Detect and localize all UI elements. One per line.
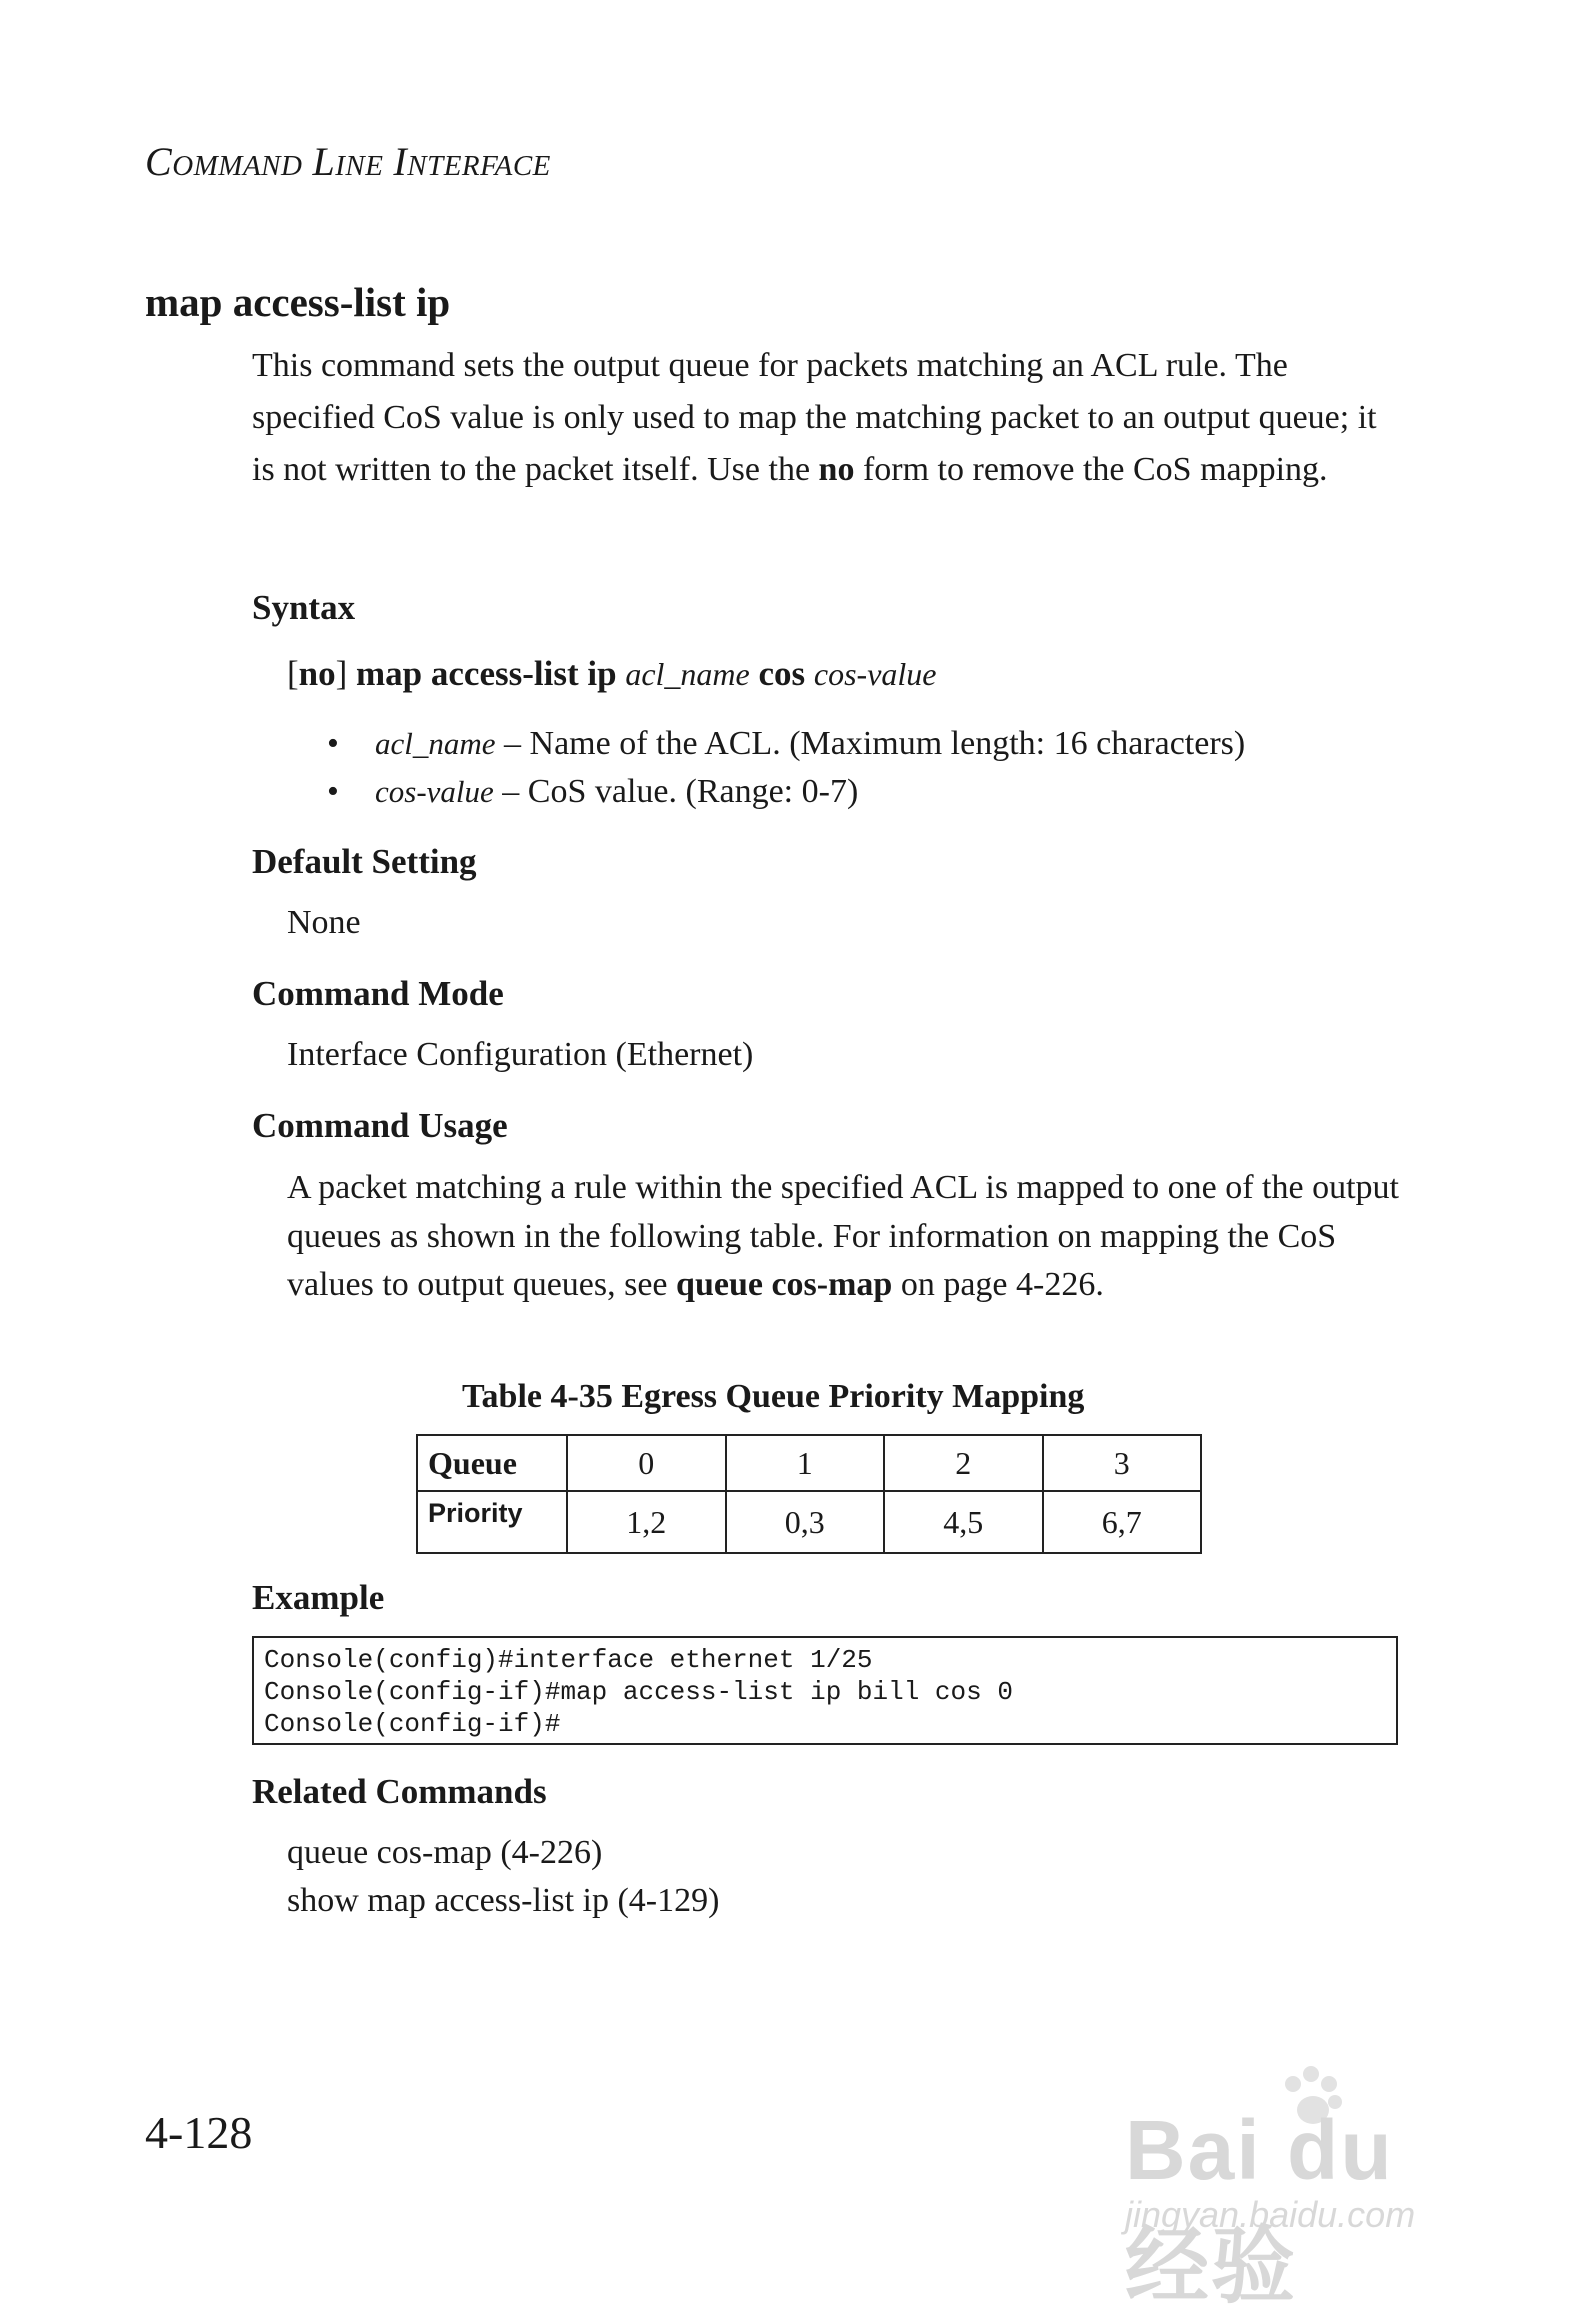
command-title: map access-list ip [145, 279, 451, 325]
command-usage-heading: Command Usage [252, 1106, 508, 1145]
running-head-rest: NTERFACE [407, 150, 551, 182]
running-head-initial: C [145, 139, 173, 184]
parameter-name: cos-value [375, 774, 494, 809]
default-setting-value: None [287, 904, 361, 941]
list-item [287, 720, 1245, 768]
running-head-initial: I [393, 139, 408, 184]
list-item [287, 768, 1245, 816]
baidu-jingyan-watermark [1115, 2062, 1495, 2313]
example-heading: Example [252, 1578, 385, 1617]
example-code-block [252, 1636, 1398, 1745]
table-caption: Table 4-35 Egress Queue Priority Mapping [462, 1378, 1085, 1415]
related-commands-heading: Related Commands [252, 1772, 547, 1811]
related-command-item: show map access-list ip (4-129) [287, 1882, 720, 1919]
code-line: Console(config-if)#map access-list ip bill cos 0 [264, 1677, 1013, 1707]
default-setting-heading: Default Setting [252, 842, 477, 881]
queue-cell: 0 [567, 1435, 726, 1491]
priority-row-header: Priority [417, 1491, 567, 1553]
egress-queue-priority-table [416, 1434, 1202, 1554]
syntax-cos-keyword: cos [758, 654, 806, 693]
description-text: This command sets the output queue for packets matching an ACL rule. The specified CoS value is only used to map the matching packet to an output queue; it is not written to the packet itself. Use the [252, 347, 1377, 488]
queue-cell: 1 [726, 1435, 885, 1491]
syntax-heading: Syntax [252, 588, 356, 627]
command-mode-value: Interface Configuration (Ethernet) [287, 1036, 754, 1073]
syntax-acl-name-arg: acl_name [625, 656, 750, 692]
command-mode-heading: Command Mode [252, 974, 504, 1013]
syntax-close-bracket: ] [335, 654, 348, 693]
watermark-logo-text: Bai du 经验 [1125, 2103, 1394, 2313]
page-number: 4-128 [145, 2107, 253, 2158]
running-head-initial: L [312, 139, 336, 184]
queue-row-header: Queue [417, 1435, 567, 1491]
usage-text: A packet matching a rule within the specified ACL is mapped to one of the output queues as shown in the following table. For information on mapping the CoS values to output queues, see [287, 1169, 1399, 1303]
queue-cell: 3 [1043, 1435, 1202, 1491]
queue-cell: 2 [884, 1435, 1043, 1491]
bullet-icon: • [327, 725, 339, 762]
command-description [252, 340, 1392, 496]
running-head [145, 138, 551, 185]
watermark-site-text: jingyan.baidu.com [1125, 2194, 1416, 2235]
bullet-icon: • [327, 773, 339, 810]
priority-cell: 1,2 [567, 1491, 726, 1553]
parameter-name: acl_name [375, 726, 496, 761]
description-no-keyword: no [818, 451, 855, 488]
priority-cell: 4,5 [884, 1491, 1043, 1553]
table-row [417, 1435, 1201, 1491]
usage-text-end: on page 4-226. [892, 1266, 1104, 1303]
code-line: Console(config)#interface ethernet 1/25 [264, 1645, 873, 1675]
priority-cell: 0,3 [726, 1491, 885, 1553]
syntax-line [287, 654, 937, 694]
parameter-description: – Name of the ACL. (Maximum length: 16 characters) [495, 725, 1246, 762]
syntax-command-keyword: map access-list ip [356, 654, 617, 693]
syntax-parameter-list [287, 720, 1245, 816]
syntax-cos-value-arg: cos-value [813, 656, 937, 692]
parameter-description: – CoS value. (Range: 0-7) [493, 773, 859, 810]
priority-cell: 6,7 [1043, 1491, 1202, 1553]
description-text-end: form to remove the CoS mapping. [854, 451, 1328, 488]
related-command-item: queue cos-map (4-226) [287, 1834, 603, 1871]
running-head-rest: OMMAND [172, 150, 303, 182]
usage-queue-cos-map-link: queue cos-map [676, 1266, 893, 1303]
command-usage-text [287, 1164, 1407, 1310]
syntax-open-bracket: [ [287, 654, 299, 693]
running-head-rest: INE [335, 150, 384, 182]
syntax-no-keyword: no [298, 654, 336, 693]
table-row [417, 1491, 1201, 1553]
code-line: Console(config-if)# [264, 1709, 561, 1739]
